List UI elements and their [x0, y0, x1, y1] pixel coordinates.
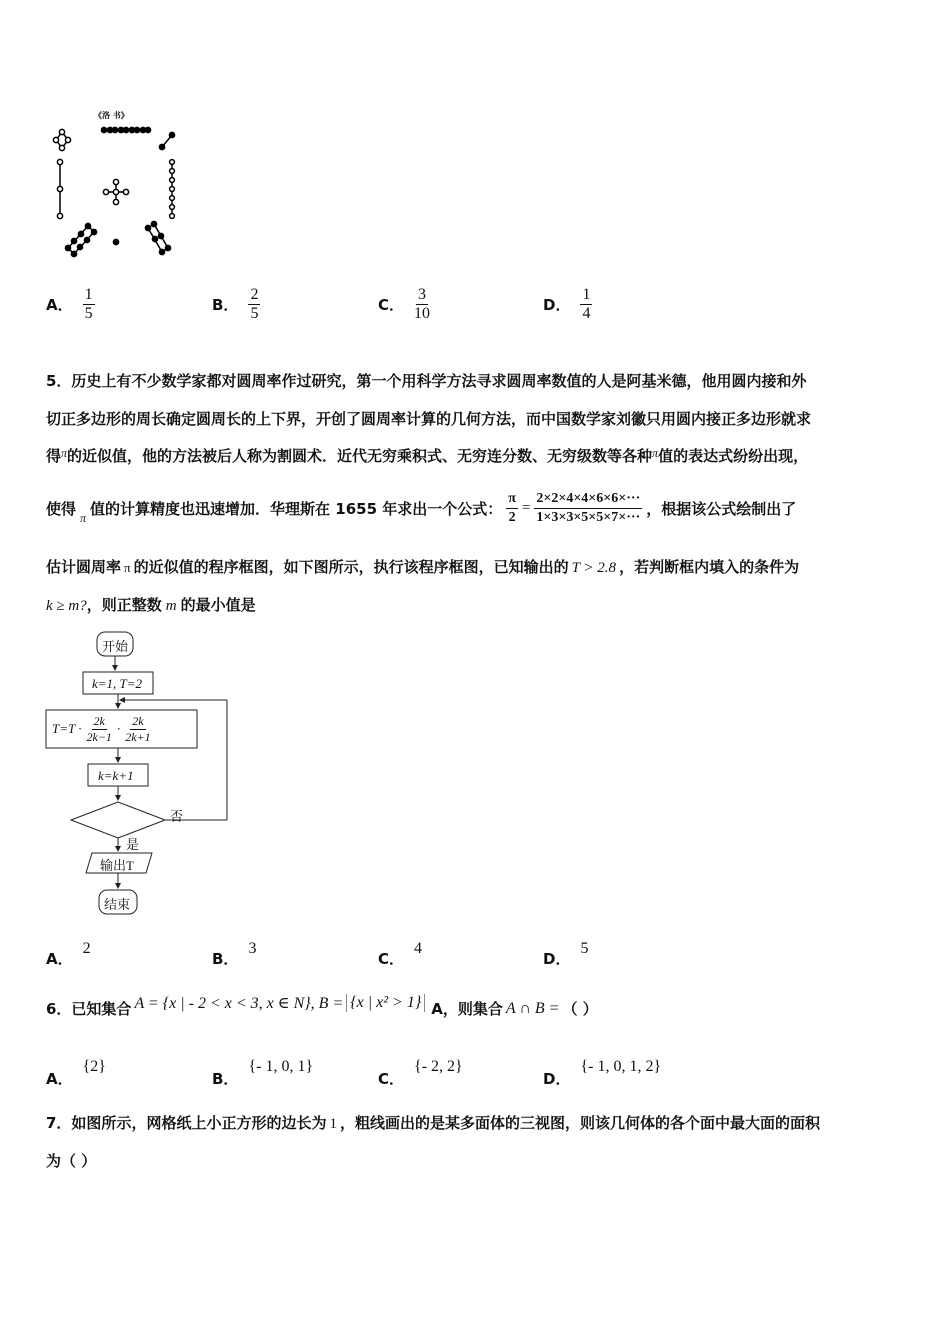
wallis-rhs: $\frac{2\times 2\times 4\times 4\times 6\times 6\times\cdot\cdot\cdot}{1\times 3\times 3\times 5\times 5\times 7\times\cdot\cdot\cdot}$: [536, 491, 641, 525]
q5-line-4: 使得 π 值的计算精度也迅速增加．华理斯在 1655 年求出一个公式： $\frac{\pi}{2}$ = $\frac{2\times 2\times 4\times 4\times 6\times 6\times\cdot\cdot\cdot}{1\times 3\times 3\times 5\times 5\times 7\times\cdot\cdot\cdot}$ ，根据该公式绘制出了: [46, 491, 797, 525]
q6-option-b[interactable]: B． {- 1, 0, 1}: [212, 1057, 314, 1088]
q4-option-a[interactable]: A． $\frac{1}{5}$: [46, 286, 93, 322]
pi-symbol: π: [652, 446, 659, 460]
q5-line-2: 切正多边形的周长确定圆周长的上下界，开创了圆周率计算的几何方法，而中国数学家刘徽只用圆内接正多边形就求: [46, 410, 812, 428]
flow-start: 开始: [102, 639, 129, 654]
flow-assign: T=T · $\frac{2k}{2k-1}$ · $\frac{2k}{2k+1}$: [52, 713, 151, 744]
wallis-lhs: $\frac{\pi}{2}$: [508, 491, 516, 525]
q6-question: 6．已知集合 A = {x | - 2 < x < 3, x ∈ N}, B = {x | x² > 1} A，则集合 A ∩ B = （ ）: [46, 993, 598, 1018]
q4-option-b-fraction: $\frac{2}{5}$: [250, 286, 259, 322]
luoshu-figure: [48, 110, 188, 260]
q5-option-a[interactable]: A． 2: [46, 939, 91, 968]
q5-option-d[interactable]: D． 5: [543, 939, 589, 968]
q4-option-a-fraction: $\frac{1}{5}$: [84, 286, 93, 322]
flow-output: 输出T: [100, 858, 134, 873]
q4-option-b[interactable]: B． $\frac{2}{5}$: [212, 286, 259, 322]
luoshu-dots-svg: [48, 110, 188, 260]
q6-option-a[interactable]: A． {2}: [46, 1057, 106, 1088]
q5-option-b[interactable]: B． 3: [212, 939, 257, 968]
q5-line-6: k ≥ m?，则正整数 m 的最小值是: [46, 596, 256, 614]
luoshu-title: 《洛 书》: [94, 111, 129, 120]
pi-symbol: π: [61, 446, 68, 460]
q5-line-5: 估计圆周率 π 的近似值的程序框图，如下图所示，执行该程序框图，已知输出的 T > 2.8 ，若判断框内填入的条件为: [46, 558, 800, 576]
q6-option-d[interactable]: D． {- 1, 0, 1, 2}: [543, 1057, 662, 1088]
q7-line-1: 7．如图所示，网格纸上小正方形的边长为 1 ，粗线画出的是某多面体的三视图，则该几何体的各个面中最大面的面积: [46, 1114, 820, 1132]
q5-line-1: 5．历史上有不少数学家都对圆周率作过研究，第一个用科学方法寻求圆周率数值的人是阿基米德，他用圆内接和外: [46, 372, 807, 390]
flow-no: 否: [170, 809, 184, 824]
q6-option-c[interactable]: C． {- 2, 2}: [378, 1057, 463, 1088]
flow-yes: 是: [126, 837, 140, 852]
flow-init: k=1, T=2: [92, 676, 143, 691]
flowchart: [40, 628, 240, 918]
pi-symbol: π: [80, 511, 87, 525]
q7-line-2: 为（ ）: [46, 1152, 97, 1170]
flow-increment: k=k+1: [98, 768, 134, 783]
flowchart-lines: [40, 628, 240, 918]
q4-option-d[interactable]: D． $\frac{1}{4}$: [543, 286, 591, 322]
q4-option-d-fraction: $\frac{1}{4}$: [582, 286, 591, 322]
q4-option-c[interactable]: C． $\frac{3}{10}$: [378, 286, 431, 322]
q4-option-c-fraction: $\frac{3}{10}$: [414, 286, 431, 322]
q5-option-c[interactable]: C． 4: [378, 939, 423, 968]
q5-line-3: 得$^\pi$的近似值，他的方法被后人称为割圆术．近代无穷乘积式、无穷连分数、无穷级数等各种$^\pi$值的表达式纷纷出现，: [46, 446, 809, 465]
condition: T > 2.8: [571, 560, 617, 576]
flow-end: 结束: [104, 897, 131, 912]
set-b: {x | x² > 1}: [346, 994, 425, 1012]
